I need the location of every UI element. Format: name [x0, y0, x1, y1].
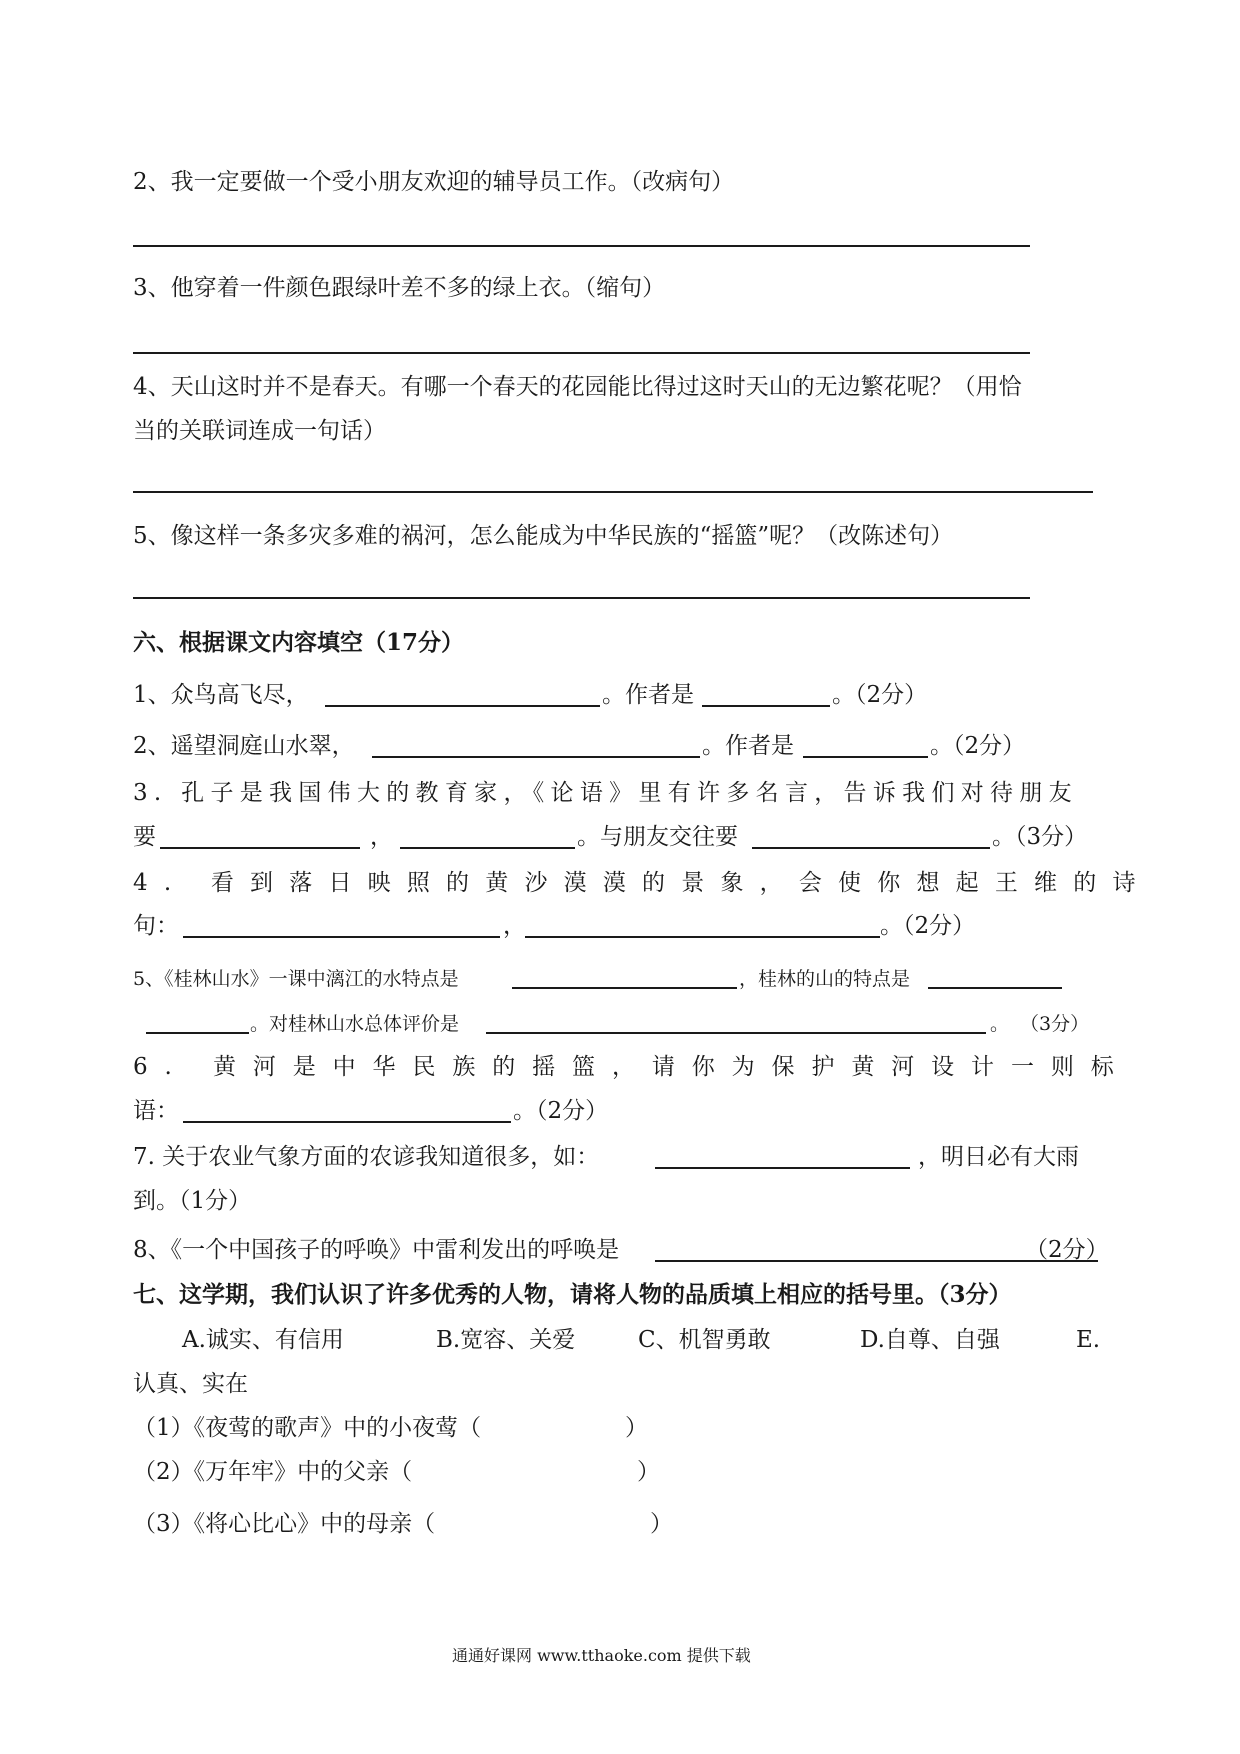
match-1-close: ） [625, 1415, 648, 1441]
item-6-7-line2: 到。（1分） [133, 1188, 252, 1214]
blank-6-7-proverb[interactable] [655, 1167, 910, 1169]
match-3-label: （3）《将心比心》中的母亲（ [133, 1511, 436, 1537]
answer-line-5-4[interactable] [133, 491, 1093, 493]
match-2-close: ） [637, 1459, 660, 1485]
item-6-5-mid: ，桂林的山的特点是 [739, 968, 911, 990]
item-6-3-score: 。（3分） [992, 824, 1088, 850]
item-6-4-comma: ， [503, 913, 526, 939]
item-6-6-prefix: 语： [133, 1098, 179, 1124]
match-2-label: （2）《万年牢》中的父亲（ [133, 1459, 413, 1485]
item-6-1-prefix: 1、众鸟高飞尽， [133, 682, 309, 708]
option-a: A.诚实、有信用 [182, 1327, 344, 1353]
blank-6-6-slogan[interactable] [183, 1121, 511, 1123]
blank-6-3-a[interactable] [160, 847, 360, 849]
item-6-2-score: 。（2分） [930, 733, 1026, 759]
item-6-3-mid: 。与朋友交往要 [577, 824, 738, 850]
item-6-8-prefix: 8、《一个中国孩子的呼唤》中雷利发出的呼唤是 [133, 1237, 620, 1263]
blank-6-2-a[interactable] [372, 756, 700, 758]
answer-line-5-3[interactable] [133, 352, 1030, 354]
item-6-3-comma: ， [370, 824, 393, 850]
answer-line-5-5[interactable] [133, 597, 1030, 599]
match-1-label: （1）《夜莺的歌声》中的小夜莺（ [133, 1415, 482, 1441]
option-c: C、机智勇敢 [638, 1327, 771, 1353]
item-6-5-prefix: 5、《桂林山水》一课中漓江的水特点是 [133, 968, 459, 990]
option-e-text: 认真、实在 [133, 1371, 248, 1397]
item-6-2-prefix: 2、遥望洞庭山水翠， [133, 733, 355, 759]
blank-6-3-c[interactable] [752, 847, 990, 849]
item-6-5-period: 。 [990, 1013, 1010, 1035]
blank-6-3-b[interactable] [400, 847, 575, 849]
question-5-4-line1: 4、天山这时并不是春天。有哪一个春天的花园能比得过这时天山的无边繁花呢？（用恰 [133, 374, 1022, 400]
option-d: D.自尊、自强 [860, 1327, 1000, 1353]
item-6-3-line1: 3. 孔子是我国伟大的教育家，《论语》里有许多名言，告诉我们对待朋友 [133, 780, 1078, 806]
item-6-5-score: （3分） [1020, 1013, 1090, 1035]
question-5-2: 2、我一定要做一个受小朋友欢迎的辅导员工作。（改病句） [133, 169, 735, 195]
blank-6-5-water[interactable] [512, 987, 737, 989]
question-5-4-line2: 当的关联词连成一句话） [133, 418, 386, 444]
blank-6-1-author[interactable] [702, 705, 830, 707]
option-b: B.宽容、关爱 [436, 1327, 576, 1353]
item-6-5-mid2: 。对桂林山水总体评价是 [250, 1013, 460, 1035]
item-6-7-suffix: ，明日必有大雨 [918, 1144, 1079, 1170]
item-6-1-mid: 。作者是 [602, 682, 694, 708]
answer-line-5-2[interactable] [133, 245, 1030, 247]
blank-6-4-a[interactable] [183, 936, 500, 938]
blank-6-1-a[interactable] [325, 705, 600, 707]
blank-6-4-b[interactable] [525, 936, 880, 938]
item-6-2-mid: 。作者是 [702, 733, 794, 759]
item-6-3-prefix: 要 [133, 824, 156, 850]
item-6-7-prefix: 7. 关于农业气象方面的农谚我知道很多，如： [133, 1144, 600, 1170]
item-6-4-score: 。（2分） [880, 913, 976, 939]
page-footer: 通通好课网 www.tthaoke.com 提供下载 [452, 1646, 751, 1665]
blank-6-5-mountain-a[interactable] [928, 987, 1062, 989]
section-7-title: 七、这学期，我们认识了许多优秀的人物，请将人物的品质填上相应的括号里。（3分） [133, 1281, 1012, 1308]
match-3-close: ） [650, 1511, 673, 1537]
item-6-4-prefix: 句： [133, 913, 179, 939]
item-6-6-score: 。（2分） [513, 1098, 609, 1124]
item-6-4-line1: 4. 看到落日映照的黄沙漠漠的景象，会使你想起王维的诗 [133, 870, 1152, 896]
question-5-3: 3、他穿着一件颜色跟绿叶差不多的绿上衣。（缩句） [133, 275, 666, 301]
blank-6-5-mountain-b[interactable] [146, 1032, 249, 1034]
blank-6-2-author[interactable] [803, 756, 928, 758]
item-6-6-line1: 6. 黄河是中华民族的摇篮，请你为保护黄河设计一则标 [133, 1054, 1131, 1080]
section-6-title: 六、根据课文内容填空（17分） [133, 629, 465, 656]
blank-6-5-overall[interactable] [486, 1032, 986, 1034]
option-e-letter: E. [1076, 1327, 1101, 1353]
question-5-5: 5、像这样一条多灾多难的祸河，怎么能成为中华民族的“摇篮”呢？（改陈述句） [133, 523, 954, 549]
item-6-8-score: （2分） [1025, 1237, 1109, 1263]
item-6-1-score: 。（2分） [832, 682, 928, 708]
